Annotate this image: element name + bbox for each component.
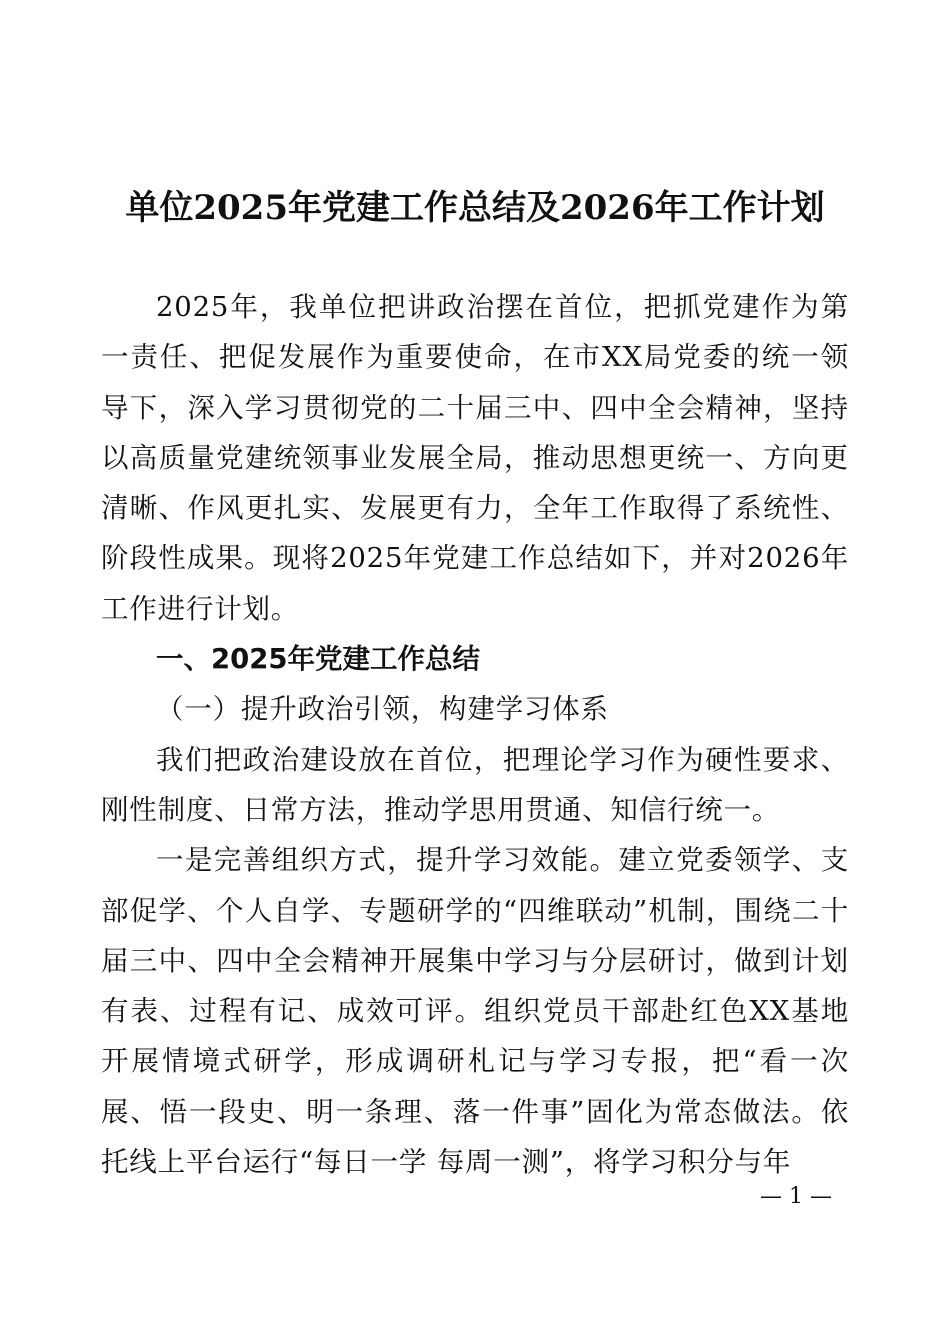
document-title: 单位2025年党建工作总结及2026年工作计划 [125, 188, 825, 228]
body-paragraph: 一是完善组织方式，提升学习效能。建立党委领学、支部促学、个人自学、专题研学的“四维联动”机制，围绕二十届三中、四中全会精神开展集中学习与分层研讨，做到计划有表、过程有记、成效可评。组织党员干部赴红色XX基地开展情境式研学，形成调研札记与学习专报，把“看一次展、悟一段史、明一条理、落一件事”固化为常态做法。依托线上平台运行“每日一学 每周一测”，将学习积分与年 [101, 844, 849, 1179]
section-heading: 一、2025年党建工作总结 [156, 643, 481, 676]
subsection-heading: （一）提升政治引领，构建学习体系 [156, 693, 609, 726]
document-body [101, 282, 849, 1187]
intro-paragraph: 2025年，我单位把讲政治摆在首位，把抓党建作为第一责任、把促发展作为重要使命，在市XX局党委的统一领导下，深入学习贯彻党的二十届三中、四中全会精神，坚持以高质量党建统领事业发展全局，推动思想更统一、方向更清晰、作风更扎实、发展更有力，全年工作取得了系统性、阶段性成果。现将2025年党建工作总结如下，并对2026年工作进行计划。 [101, 291, 849, 625]
body-paragraph: 我们把政治建设放在首位，把理论学习作为硬性要求、刚性制度、日常方法，推动学思用贯通、知信行统一。 [101, 743, 849, 826]
page-number: — 1 — [760, 1184, 832, 1209]
